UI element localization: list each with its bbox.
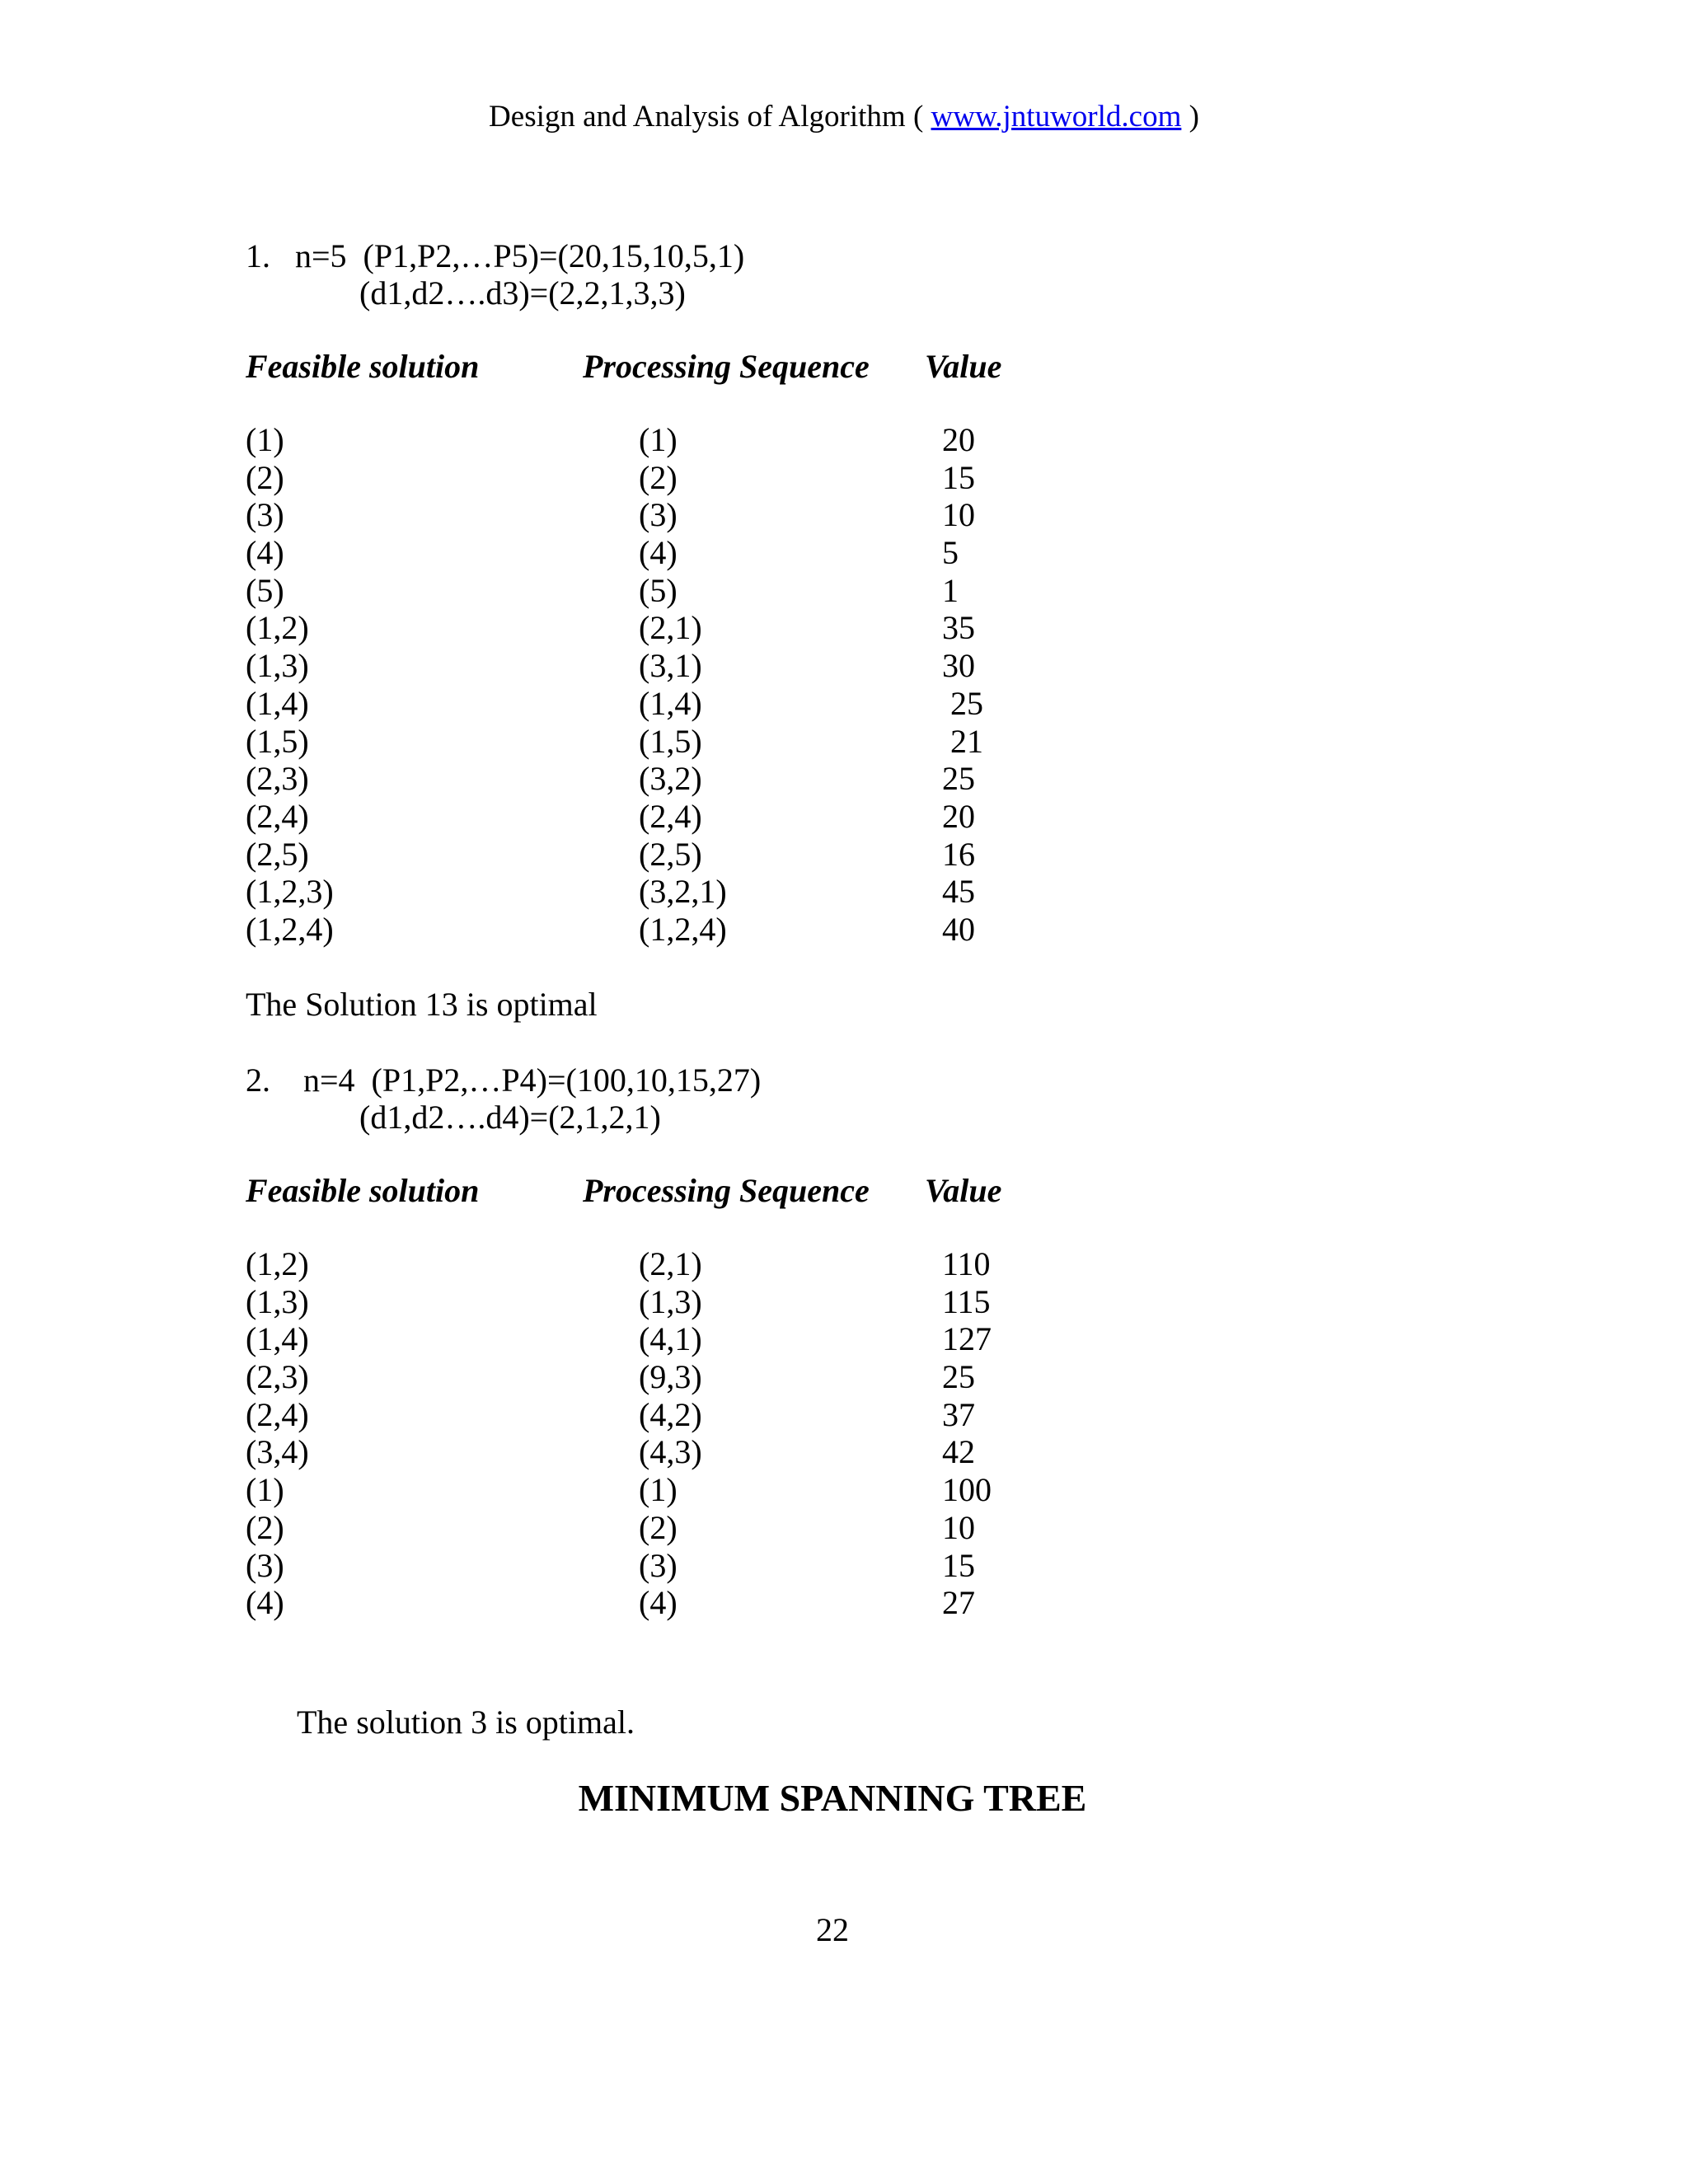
feasible-solution-cell: (2) <box>246 1508 284 1546</box>
processing-sequence-cell: (5) <box>639 571 678 609</box>
table-row <box>0 836 1154 874</box>
processing-sequence-cell: (2) <box>639 1508 678 1546</box>
feasible-solution-cell: (1) <box>246 421 284 458</box>
feasible-solution-cell: (1,3) <box>246 647 309 685</box>
table-row <box>0 647 1154 685</box>
header-website-link[interactable]: www.jntuworld.com <box>931 100 1182 134</box>
example-1-deadlines: (d1,d2….d3)=(2,2,1,3,3) <box>359 274 686 312</box>
example-1-conclusion: The Solution 13 is optimal <box>246 986 598 1023</box>
value-cell: 100 <box>942 1471 992 1509</box>
processing-sequence-cell: (2,4) <box>639 797 702 835</box>
table-row <box>0 1509 1154 1547</box>
value-cell: 15 <box>942 458 975 496</box>
processing-sequence-cell: (3) <box>639 1546 678 1584</box>
table-row <box>0 1245 1154 1283</box>
table-row <box>0 685 1154 723</box>
example-2-table <box>0 1245 1154 1622</box>
value-cell: 1 <box>942 571 959 609</box>
header-title: Design and Analysis of Algorithm ( <box>489 100 931 134</box>
processing-sequence-cell: (4,2) <box>639 1395 702 1433</box>
value-cell: 16 <box>942 835 975 873</box>
table-row <box>0 723 1154 761</box>
processing-sequence-cell: (2) <box>639 458 678 496</box>
processing-sequence-cell: (1,5) <box>639 722 702 760</box>
processing-sequence-cell: (3) <box>639 496 678 534</box>
value-cell: 127 <box>942 1320 992 1358</box>
feasible-solution-cell: (5) <box>246 571 284 609</box>
feasible-solution-cell: (3) <box>246 496 284 534</box>
example-1-header-feasible-solution: Feasible solution <box>246 348 480 385</box>
value-cell: 20 <box>942 797 975 835</box>
example-2-header-feasible-solution: Feasible solution <box>246 1172 480 1209</box>
table-row <box>0 534 1154 572</box>
value-cell: 45 <box>942 873 975 911</box>
example-1-parameters: 1. n=5 (P1,P2,…P5)=(20,15,10,5,1) <box>246 237 745 274</box>
example-2-deadlines: (d1,d2….d4)=(2,1,2,1) <box>359 1099 661 1136</box>
processing-sequence-cell: (2,5) <box>639 835 702 873</box>
feasible-solution-cell: (2,4) <box>246 1395 309 1433</box>
table-row <box>0 873 1154 911</box>
feasible-solution-cell: (1,2) <box>246 609 309 647</box>
feasible-solution-cell: (2,3) <box>246 1358 309 1396</box>
table-row <box>0 1584 1154 1622</box>
value-cell: 35 <box>942 609 975 647</box>
value-cell: 5 <box>942 534 959 572</box>
table-row <box>0 1396 1154 1434</box>
processing-sequence-cell: (9,3) <box>639 1358 702 1396</box>
feasible-solution-cell: (1,2,3) <box>246 873 334 911</box>
table-row <box>0 911 1154 949</box>
processing-sequence-cell: (1,3) <box>639 1282 702 1320</box>
table-row <box>0 572 1154 610</box>
processing-sequence-cell: (2,1) <box>639 1245 702 1282</box>
feasible-solution-cell: (1) <box>246 1471 284 1509</box>
table-row <box>0 496 1154 534</box>
value-cell: 10 <box>942 1508 975 1546</box>
table-row <box>0 760 1154 798</box>
feasible-solution-cell: (4) <box>246 534 284 572</box>
feasible-solution-cell: (2,3) <box>246 760 309 798</box>
processing-sequence-cell: (3,2,1) <box>639 873 727 911</box>
value-cell: 37 <box>942 1395 975 1433</box>
table-row <box>0 1547 1154 1585</box>
example-2-header-value: Value <box>925 1172 1002 1209</box>
example-1-header-processing-sequence: Processing Sequence <box>583 348 870 385</box>
table-row <box>0 1320 1154 1358</box>
page-number: 22 <box>816 1911 849 1948</box>
table-row <box>0 1283 1154 1321</box>
feasible-solution-cell: (1,5) <box>246 722 309 760</box>
table-row <box>0 798 1154 836</box>
processing-sequence-cell: (1,2,4) <box>639 910 727 948</box>
table-row <box>0 459 1154 497</box>
example-2-conclusion: The solution 3 is optimal. <box>297 1704 635 1741</box>
table-row <box>0 1433 1154 1471</box>
table-row <box>0 609 1154 647</box>
value-cell: 20 <box>942 421 975 458</box>
processing-sequence-cell: (3,1) <box>639 647 702 685</box>
table-row <box>0 1358 1154 1396</box>
value-cell: 25 <box>942 1358 975 1396</box>
feasible-solution-cell: (2) <box>246 458 284 496</box>
section-heading: MINIMUM SPANNING TREE <box>578 1777 1087 1819</box>
processing-sequence-cell: (4,3) <box>639 1433 702 1471</box>
feasible-solution-cell: (4) <box>246 1584 284 1622</box>
page-header <box>0 97 1688 137</box>
value-cell: 21 <box>950 722 983 760</box>
feasible-solution-cell: (1,4) <box>246 684 309 722</box>
example-2-parameters: 2. n=4 (P1,P2,…P4)=(100,10,15,27) <box>246 1062 762 1099</box>
value-cell: 10 <box>942 496 975 534</box>
example-1-header-value: Value <box>925 348 1002 385</box>
table-row <box>0 1471 1154 1509</box>
processing-sequence-cell: (3,2) <box>639 760 702 798</box>
feasible-solution-cell: (3) <box>246 1546 284 1584</box>
processing-sequence-cell: (4) <box>639 1584 678 1622</box>
feasible-solution-cell: (2,4) <box>246 797 309 835</box>
example-2-header-processing-sequence: Processing Sequence <box>583 1172 870 1209</box>
header-closing: ) <box>1181 100 1199 134</box>
value-cell: 42 <box>942 1433 975 1471</box>
value-cell: 40 <box>942 910 975 948</box>
processing-sequence-cell: (4,1) <box>639 1320 702 1358</box>
processing-sequence-cell: (1,4) <box>639 684 702 722</box>
processing-sequence-cell: (4) <box>639 534 678 572</box>
value-cell: 110 <box>942 1245 991 1282</box>
table-row <box>0 421 1154 459</box>
value-cell: 25 <box>950 684 983 722</box>
example-1-table <box>0 421 1154 949</box>
value-cell: 115 <box>942 1282 991 1320</box>
value-cell: 15 <box>942 1546 975 1584</box>
feasible-solution-cell: (1,2,4) <box>246 910 334 948</box>
value-cell: 25 <box>942 760 975 798</box>
feasible-solution-cell: (1,3) <box>246 1282 309 1320</box>
feasible-solution-cell: (2,5) <box>246 835 309 873</box>
value-cell: 27 <box>942 1584 975 1622</box>
processing-sequence-cell: (2,1) <box>639 609 702 647</box>
feasible-solution-cell: (1,4) <box>246 1320 309 1358</box>
feasible-solution-cell: (1,2) <box>246 1245 309 1282</box>
feasible-solution-cell: (3,4) <box>246 1433 309 1471</box>
value-cell: 30 <box>942 647 975 685</box>
processing-sequence-cell: (1) <box>639 421 678 458</box>
processing-sequence-cell: (1) <box>639 1471 678 1509</box>
